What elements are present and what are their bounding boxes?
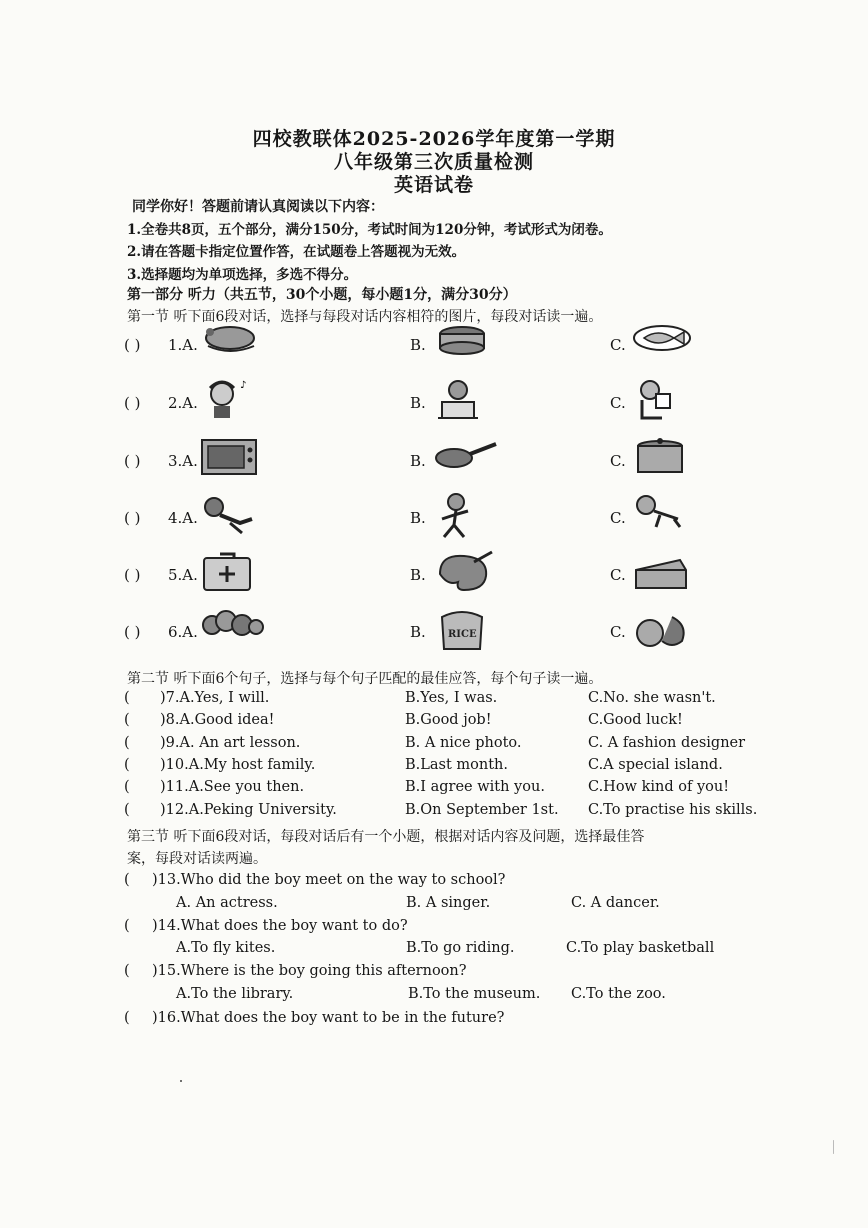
- option-b: B.To the museum.: [408, 986, 541, 1002]
- option-c: C. A dancer.: [571, 895, 660, 911]
- answer-blank[interactable]: ( ): [124, 623, 141, 641]
- instructions-item-3: 3.选择题均为单项选择，多选不得分。: [127, 267, 358, 283]
- question-text: )13.Who did the boy meet on the way to school?: [152, 872, 506, 888]
- svg-text:♪: ♪: [240, 380, 247, 391]
- answer-blank[interactable]: (: [124, 690, 130, 706]
- option-a-label: 3.A.: [168, 452, 198, 470]
- scan-speck: [180, 1080, 182, 1082]
- option-b: B.I agree with you.: [405, 779, 545, 795]
- option-b-label: B.: [410, 623, 426, 641]
- question-10: [0, 757, 868, 779]
- option-b-label: B.: [410, 509, 426, 527]
- option-c: C. A fashion designer: [588, 735, 746, 751]
- answer-blank[interactable]: (: [124, 918, 130, 934]
- answer-blank[interactable]: ( ): [124, 566, 141, 584]
- question-text: )15.Where is the boy going this afternoon?: [152, 963, 467, 979]
- instructions-greeting: 同学你好！答题前请认真阅读以下内容：: [132, 199, 384, 215]
- section3-heading-line1: 第三节 听下面6段对话，每段对话后有一个小题，根据对话内容及问题，选择最佳答: [127, 829, 645, 845]
- option-b-label: B.: [410, 394, 426, 412]
- answer-blank[interactable]: (: [124, 963, 130, 979]
- first-aid-kit-icon: [200, 550, 264, 598]
- answer-blank[interactable]: (: [124, 802, 130, 818]
- option-c-label: C.: [610, 566, 626, 584]
- rice-bag-icon: [434, 607, 498, 655]
- option-b: B.To go riding.: [406, 940, 515, 956]
- option-c: C.To practise his skills.: [588, 802, 758, 818]
- falling-person-icon: [200, 493, 264, 541]
- answer-blank[interactable]: ( ): [124, 394, 141, 412]
- option-b: B. A nice photo.: [405, 735, 522, 751]
- roast-chicken-icon: [200, 320, 264, 368]
- answer-blank[interactable]: ( ): [124, 336, 141, 354]
- question-text: )14.What does the boy want to do?: [152, 918, 408, 934]
- option-c-label: C.: [610, 452, 626, 470]
- option-b-label: B.: [410, 452, 426, 470]
- answer-blank[interactable]: ( ): [124, 452, 141, 470]
- question-text: )16.What does the boy want to be in the future?: [152, 1010, 505, 1026]
- option-c-label: C.: [610, 336, 626, 354]
- answer-blank[interactable]: ( ): [124, 509, 141, 527]
- exam-title-line3: 英语试卷: [393, 174, 474, 196]
- answer-blank[interactable]: (: [124, 757, 130, 773]
- option-c-label: C.: [610, 394, 626, 412]
- option-a: A. An actress.: [176, 895, 278, 911]
- boy-reading-icon: [632, 378, 696, 426]
- question-12: [0, 802, 868, 824]
- option-a: A.To the library.: [176, 986, 294, 1002]
- option-a: )9.A. An art lesson.: [160, 735, 301, 751]
- crawling-child-icon: [632, 493, 696, 541]
- option-b: B.Yes, I was.: [405, 690, 498, 706]
- option-c: C.To play basketball: [566, 940, 715, 956]
- option-a-label: 6.A.: [168, 623, 198, 641]
- instructions-item-2: 2.请在答题卡指定位置作答，在试题卷上答题视为无效。: [127, 244, 466, 260]
- option-a-label: 1.A.: [168, 336, 198, 354]
- answer-blank[interactable]: (: [124, 1010, 130, 1026]
- answer-blank[interactable]: (: [124, 712, 130, 728]
- question-11: [0, 779, 868, 801]
- option-c: C.A special island.: [588, 757, 723, 773]
- broccoli-icon: [200, 607, 264, 655]
- answer-blank[interactable]: (: [124, 872, 130, 888]
- section3-heading-line2: 案，每段对话读两遍。: [127, 851, 267, 867]
- instructions-item-1: 1.全卷共8页，五个部分，满分150分，考试时间为120分钟，考试形式为闭卷。: [127, 222, 612, 238]
- option-a-label: 2.A.: [168, 394, 198, 412]
- option-b: B.On September 1st.: [405, 802, 559, 818]
- svg-text:RICE: RICE: [448, 629, 477, 640]
- fish-plate-icon: [632, 320, 696, 368]
- oven-icon: [200, 436, 264, 484]
- scan-edge-mark: [833, 1140, 834, 1154]
- girl-drawing-icon: [434, 378, 498, 426]
- part1-heading: 第一部分 听力（共五节，30个小题，每小题1分，满分30分）: [127, 287, 517, 303]
- option-c: C.How kind of you!: [588, 779, 730, 795]
- option-c: C.Good luck!: [588, 712, 683, 728]
- option-b-label: B.: [410, 336, 426, 354]
- section1-heading: 第一节 听下面6段对话，选择与每段对话内容相符的图片，每段对话读一遍。: [127, 309, 603, 325]
- option-c: C.To the zoo.: [571, 986, 666, 1002]
- cake-icon: [434, 320, 498, 368]
- question-8: [0, 712, 868, 734]
- exam-title-line2: 八年级第三次质量检测: [333, 151, 534, 173]
- option-a: A.To fly kites.: [176, 940, 276, 956]
- running-boy-icon: [434, 493, 498, 541]
- option-a: )8.A.Good idea!: [160, 712, 275, 728]
- option-a-label: 5.A.: [168, 566, 198, 584]
- cooking-pot-icon: [632, 436, 696, 484]
- option-a-label: 4.A.: [168, 509, 198, 527]
- option-a: )7.A.Yes, I will.: [160, 690, 270, 706]
- option-b: B. A singer.: [406, 895, 491, 911]
- exam-title-line1: 四校教联体2025-2026学年度第一学期: [252, 128, 616, 150]
- frying-pan-icon: [434, 436, 498, 484]
- section2-heading: 第二节 听下面6个句子，选择与每个句子匹配的最佳应答，每个句子读一遍。: [127, 671, 603, 687]
- option-a: )10.A.My host family.: [160, 757, 316, 773]
- option-a: )11.A.See you then.: [160, 779, 305, 795]
- question-9: [0, 735, 868, 757]
- option-c-label: C.: [610, 509, 626, 527]
- option-c-label: C.: [610, 623, 626, 641]
- option-b-label: B.: [410, 566, 426, 584]
- answer-blank[interactable]: (: [124, 735, 130, 751]
- question-7: [0, 690, 868, 712]
- paint-palette-icon: [434, 550, 498, 598]
- cake-slice-icon: [632, 550, 696, 598]
- option-c: C.No. she wasn't.: [588, 690, 716, 706]
- singing-girl-icon: [200, 378, 264, 426]
- option-b: B.Good job!: [405, 712, 492, 728]
- option-a: )12.A.Peking University.: [160, 802, 337, 818]
- option-b: B.Last month.: [405, 757, 509, 773]
- onion-garlic-icon: [632, 607, 696, 655]
- answer-blank[interactable]: (: [124, 779, 130, 795]
